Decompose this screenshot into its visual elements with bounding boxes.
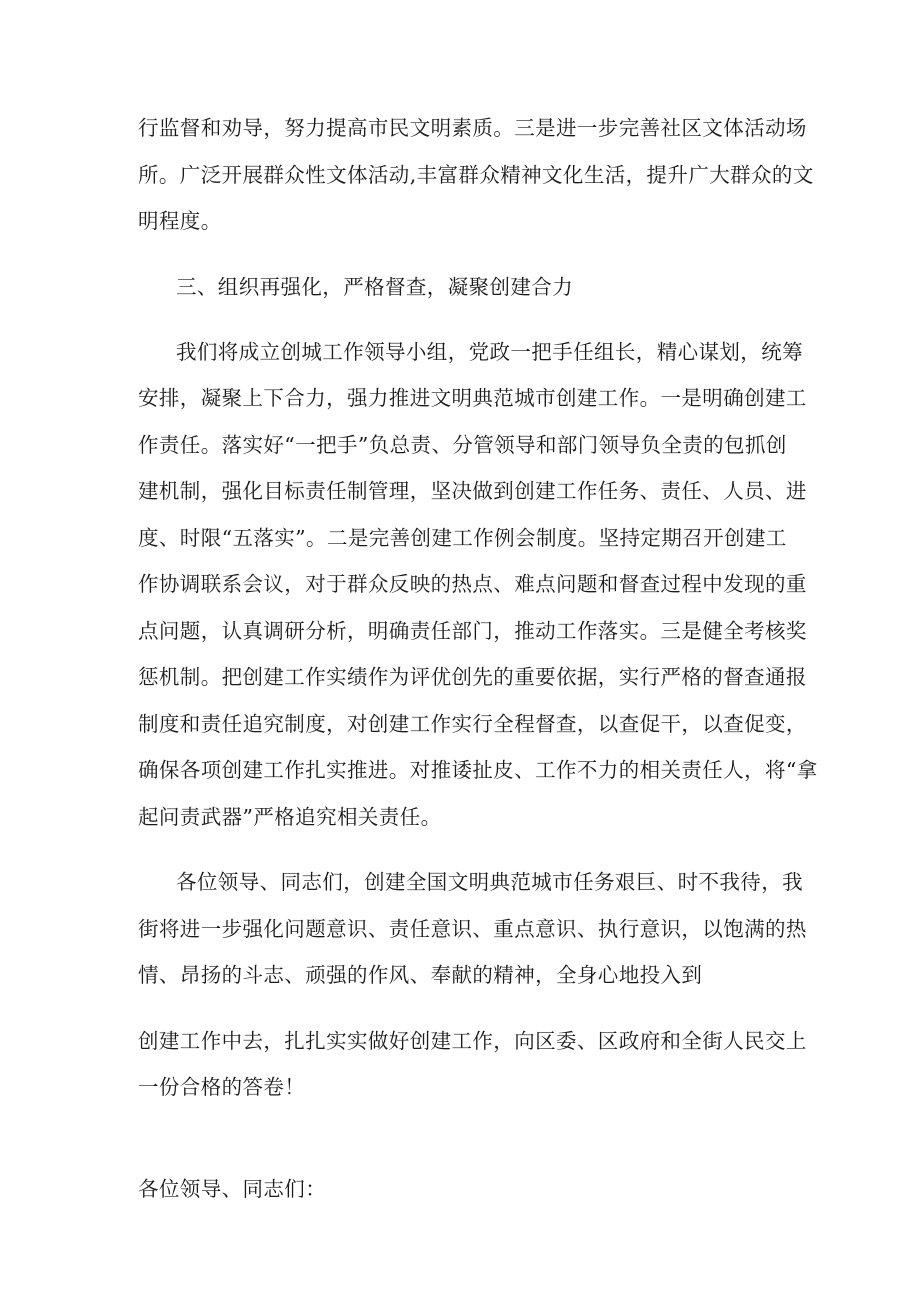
text-line-13: 制度和责任追究制度，对创建工作实行全程督查，以查促干，以查促变， bbox=[138, 712, 807, 736]
text-line-15: 起问责武器”严格追究相关责任。 bbox=[138, 805, 442, 829]
text-line-5: 我们将成立创城工作领导小组，党政一把手任组长，精心谋划，统筹 bbox=[176, 340, 803, 364]
text-line-16: 各位领导、同志们，创建全国文明典范城市任务艰巨、时不我待，我 bbox=[176, 870, 803, 894]
text-line-10: 作协调联系会议，对于群众反映的热点、难点问题和督查过程中发现的重 bbox=[138, 572, 807, 596]
text-line-20: 一份合格的答卷！ bbox=[138, 1075, 306, 1099]
text-line-18: 情、昂扬的斗志、顽强的作风、奉献的精神，全身心地投入到 bbox=[138, 963, 703, 987]
text-line-14: 确保各项创建工作扎实推进。对推诿扯皮、工作不力的相关责任人，将“拿 bbox=[138, 758, 818, 782]
text-line-3: 明程度。 bbox=[138, 209, 222, 233]
text-line-6: 安排，凝聚上下合力，强力推进文明典范城市创建工作。一是明确创建工 bbox=[138, 386, 807, 410]
section-heading: 三、组织再强化，严格督查，凝聚创建合力 bbox=[176, 275, 574, 299]
text-line-11: 点问题，认真调研分析，明确责任部门，推动工作落实。三是健全考核奖 bbox=[138, 619, 807, 643]
text-line-2: 所。广泛开展群众性文体活动,丰富群众精神文化生活，提升广大群众的文 bbox=[138, 163, 814, 187]
text-line-8: 建机制，强化目标责任制管理，坚决做到创建工作任务、责任、人员、进 bbox=[138, 479, 807, 503]
text-line-12: 惩机制。把创建工作实绩作为评优创先的重要依据，实行严格的督查通报 bbox=[138, 665, 807, 689]
text-line-9: 度、时限“五落实”。二是完善创建工作例会制度。坚持定期召开创建工 bbox=[138, 526, 787, 550]
text-line-17: 街将进一步强化问题意识、责任意识、重点意识、执行意识，以饱满的热 bbox=[138, 917, 807, 941]
salutation: 各位领导、同志们： bbox=[138, 1177, 327, 1201]
text-line-7: 作责任。落实好“一把手”负总责、分管领导和部门领导负全责的包抓创 bbox=[138, 433, 787, 457]
text-line-19: 创建工作中去，扎扎实实做好创建工作，向区委、区政府和全街人民交上 bbox=[138, 1029, 807, 1053]
text-line-1: 行监督和劝导，努力提高市民文明素质。三是进一步完善社区文体活动场 bbox=[138, 116, 807, 140]
